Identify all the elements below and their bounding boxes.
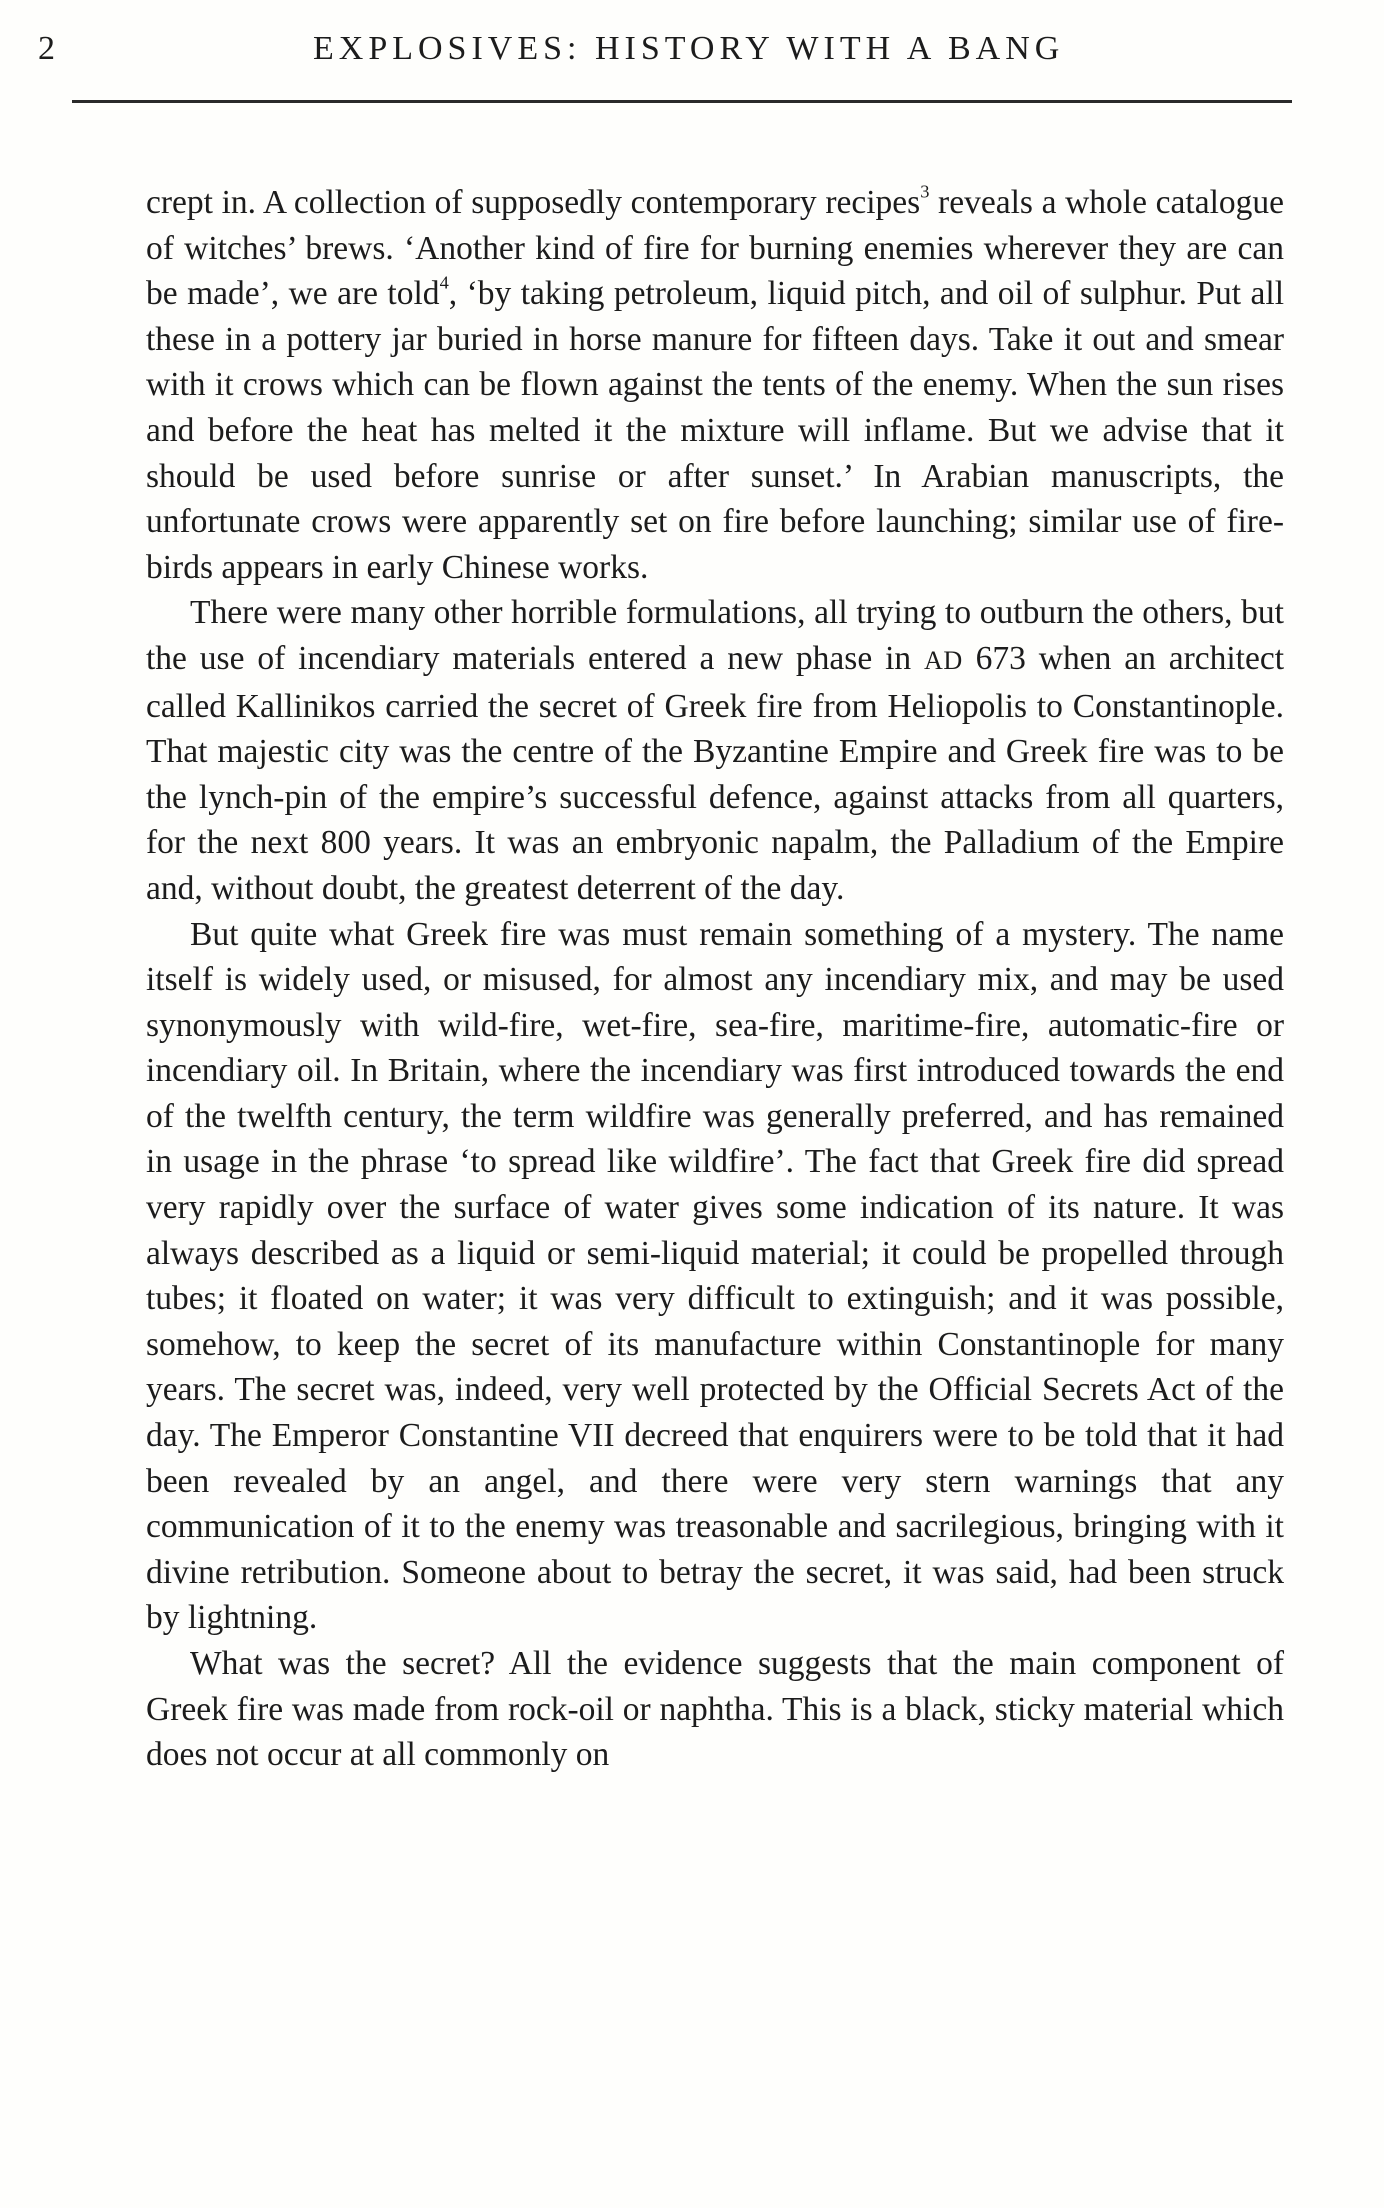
header-rule (72, 100, 1292, 103)
running-header (38, 30, 1288, 76)
paragraph-4: What was the secret? All the evidence suggests that the main component of Greek fire was made from rock-oil or naphtha. This is a black, sticky material which does not occur at all commonly on (146, 1645, 1284, 1774)
paragraph-2-text-a: There were many other horrible formulations, all trying to outburn the others, but the use of incendiary materials entered a new phase in (146, 594, 1284, 677)
paragraph-2-text-b: 673 when an architect called Kallinikos carried the secret of Greek fire from Heliopolis to Constantinople. That majestic city was the centre of the Byzantine Empire and Greek fire was to be the lynch-pin of the empire’s successful defence, against attacks from all quarters, for the next 800 years. It was an embryonic napalm, the Palladium of the Empire and, without doubt, the greatest deterrent of the day. (146, 639, 1284, 907)
era-abbreviation: AD (924, 645, 963, 675)
paragraph-1 (146, 180, 1284, 590)
body-text (146, 180, 1284, 1778)
paragraph-2 (146, 590, 1284, 911)
running-title: EXPLOSIVES: HISTORY WITH A BANG (313, 30, 1065, 67)
paragraph-1-text-c: , ‘by taking petroleum, liquid pitch, and oil of sulphur. Put all these in a pottery jar buried in horse manure for fifteen days. Take it out and smear with it crows which can be flown against the tents of the enemy. When the sun rises and before the heat has melted it the mixture will inflame. But we advise that it should be used before sunrise or after sunset.’ In Arabian manuscripts, the unfortunate crows were apparently set on fire before launching; similar use of fire-birds appears in early Chinese works. (146, 275, 1285, 586)
footnote-ref-3: 3 (920, 181, 930, 202)
paragraph-3: But quite what Greek fire was must remain something of a mystery. The name itself is widely used, or misused, for almost any incendiary mix, and may be used synonymously with wild-fire, wet-fire, sea-fire, maritime-fire, automatic-fire or incendiary oil. In Britain, where the incendiary was first introduced towards the end of the twelfth century, the term wildfire was generally preferred, and has remained in usage in the phrase ‘to spread like wildfire’. The fact that Greek fire did spread very rapidly over the surface of water gives some indication of its nature. It was always described as a liquid or semi-liquid material; it could be propelled through tubes; it floated on water; it was very difficult to extinguish; and it was possible, somehow, to keep the secret of its manufacture within Constantinople for many years. The secret was, indeed, very well protected by the Official Secrets Act of the day. The Emperor Constantine VII decreed that enquirers were to be told that it had been revealed by an angel, and there were very stern warnings that any communication of it to the enemy was treasonable and sacrilegious, bringing with it divine retribution. Someone about to betray the secret, it was said, had been struck by lightning. (146, 915, 1284, 1637)
page-number: 2 (38, 30, 55, 67)
paragraph-1-text-a: crept in. A collection of supposedly contemporary recipes (146, 184, 921, 221)
paragraph-1-text-b: reveals a whole catalogue of witches’ brews. ‘Another kind of fire for burning enemies wherever they are can be made’, we are told (146, 184, 1284, 313)
footnote-ref-4: 4 (439, 272, 449, 293)
